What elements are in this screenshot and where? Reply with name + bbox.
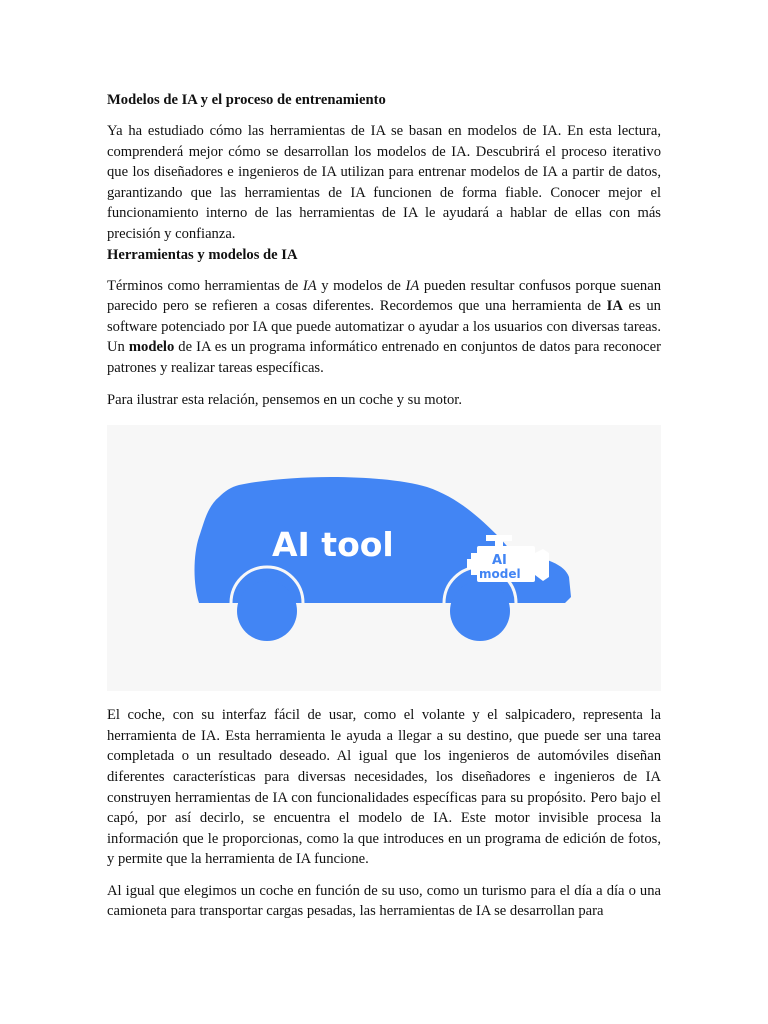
engine-label-line2: model <box>479 567 521 582</box>
usage-paragraph: Al igual que elegimos un coche en función de su uso, como un turismo para el día a día o una camioneta para transportar cargas pesadas, las herramientas de IA se desarrollan para <box>107 882 661 920</box>
document-page <box>107 90 661 922</box>
engine-label-line1: AI <box>492 553 507 569</box>
terms-italic-ia-2: IA <box>405 277 420 294</box>
rear-wheel <box>237 581 297 641</box>
car-illustration <box>107 425 661 691</box>
intro-paragraph: Ya ha estudiado cómo las herramientas de IA se basan en modelos de IA. En esta lectura, comprenderá mejor cómo se desarrollan los modelos de IA. Descubrirá el proceso iterativo que los diseñadores e ingenieros de IA utilizan para entrenar modelos de IA a partir de datos, garantizando que las herramientas de IA funcionen de forma fiable. Conocer mejor el funcionamiento interno de las herramientas de IA le ayudará a hablar de ellas con más precisión y confianza. <box>107 123 661 242</box>
terms-text-2: y modelos de <box>316 277 406 294</box>
section-title-tools: Herramientas y modelos de IA <box>107 246 298 263</box>
section-title-models: Modelos de IA y el proceso de entrenamiento <box>107 92 386 108</box>
terms-text-3: pueden resultar confusos porque suenan parecido pero se refieren a cosas diferentes. Recordemos que una herramienta de <box>107 277 661 315</box>
terms-bold-modelo: modelo <box>128 339 175 356</box>
car-label: AI tool <box>272 525 394 565</box>
terms-text-4: es un software potenciado por IA que puede automatizar o ayudar a los usuarios con diversas tareas. Un <box>107 298 661 356</box>
front-wheel <box>450 581 510 641</box>
illustrate-paragraph: Para ilustrar esta relación, pensemos en un coche y su motor. <box>107 391 463 408</box>
terms-paragraph <box>107 276 661 379</box>
terms-text-5: de IA es un programa informático entrenado en conjuntos de datos para reconocer patrones y realizar tareas específicas. <box>107 339 661 376</box>
terms-bold-ia: IA <box>606 298 623 315</box>
terms-text-1: Términos como herramientas de <box>107 277 303 294</box>
car-analogy-paragraph: El coche, con su interfaz fácil de usar, como el volante y el salpicadero, representa la herramienta de IA. Esta herramienta le ayuda a llegar a su destino, que puede ser una tarea completada o un resultado deseado. Al igual que los ingenieros de automóviles diseñan diferentes características para diversas necesidades, los diseñadores e ingenieros de IA construyen herramientas de IA con funcionalidades específicas para su propósito. Pero bajo el capó, por así decirlo, se encuentra el modelo de IA. Este motor invisible procesa la información que le proporcionas, como la que introduces en un programa de edición de fotos, y permite que la herramienta de IA funcione. <box>107 707 661 868</box>
terms-italic-ia-1: IA <box>302 277 317 294</box>
car-engine-figure <box>107 425 661 691</box>
